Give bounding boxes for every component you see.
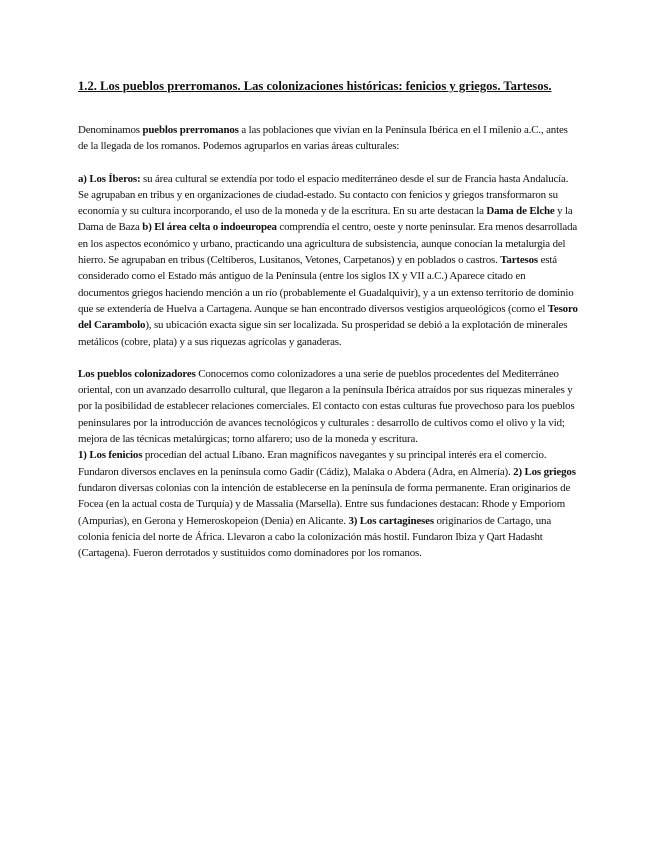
tartesos-term: Tartesos xyxy=(500,254,539,267)
paragraph-gap xyxy=(78,155,578,171)
griegos-heading: 2) Los griegos xyxy=(513,465,576,478)
intro-text-2: a las poblaciones que vivían en la Península Ibérica en el I milenio a.C., antes de la llegada de los romanos. Podemos agruparlos en varias áreas culturales: xyxy=(78,124,568,153)
intro-text-1: Denominamos xyxy=(78,124,143,136)
colonizer-peoples-paragraph xyxy=(78,447,578,561)
cultural-areas-paragraph xyxy=(78,171,578,350)
iberos-text: su área cultural se extendía por todo el espacio mediterráneo desde el sur de Francia hasta Andalucía. Se agrupaban en tribus y en organizaciones de ciudad-estado. Su contacto con fenicios y griegos transformaron su economía y su cultura incorporando, el uso de la moneda y de la escritura. En su arte destacan la xyxy=(78,172,569,218)
cartagineses-text: originarios de Cartago, una colonia fenicia del norte de África. Llevaron a cabo la colonización más hostil. Fundaron Ibiza y Qart Hadasht (Cartagena). Fueron derrotados y sustituidos como dominadores por los romanos. xyxy=(78,514,551,560)
celta-heading: b) El área celta o indoeuropea xyxy=(142,221,277,234)
intro-bold-term: pueblos prerromanos xyxy=(142,124,239,136)
celta-text: comprendía el centro, oeste y norte peninsular. Era menos desarrollada en los aspectos económico y urbano, practicando una agricultura de subsistencia, aunque conocían la metalurgia del hierro. Se agrupaban en tribus (Celtíberos, Lusitanos, Vetones, Carpetanos) y en poblados o castros. xyxy=(78,221,578,267)
paragraph-gap xyxy=(78,350,578,366)
cartagineses-heading: 3) Los cartagineses xyxy=(348,514,434,527)
tesoro-carambolo-term: Tesoro del Carambolo xyxy=(78,302,578,332)
fenicios-text: procedían del actual Líbano. Eran magníficos navegantes y su principal interés era el comercio. Fundaron diversos enclaves en la península como Gadir (Cádiz), Malaka o Abdera (Adra, en Almería). xyxy=(78,449,547,478)
colonizers-paragraph xyxy=(78,366,578,447)
iberos-heading: a) Los Íberos: xyxy=(78,172,141,185)
colonizers-heading: Los pueblos colonizadores xyxy=(78,367,196,380)
tartesos-text: está considerado como el Estado más antiguo de la Península (entre los siglos IX y VII a.C.) Aparece citado en documentos griegos haciendo mención a un río (probablemente el Guadalquivir), y a un extenso territorio de dominio que se extendería de Huelva a Cartagena. Aunque se han encontrado diversos vestigios arqueológicos (como el xyxy=(78,254,574,315)
fenicios-heading: 1) Los fenicios xyxy=(78,449,143,462)
document-title: 1.2. Los pueblos prerromanos. Las colonizaciones históricas: fenicios y griegos. Tartesos. xyxy=(78,79,552,93)
document-page xyxy=(78,78,578,561)
dama-de-baza-text: y la Dama de Baza xyxy=(78,205,573,234)
griegos-text: fundaron diversas colonias con la intención de establecerse en la península de forma permanente. Eran originarios de Focea (en la actual costa de Turquía) y de Massalia (Marsella). Entre sus fundaciones destacan: Rhode y Emporiom (Ampurias), en Gerona y Hemeroskopeion (Denia) en Alicante. xyxy=(78,481,571,527)
tartesos-text-end: ), su ubicación exacta sigue sin ser localizada. Su prosperidad se debió a la explotación de minerales metálicos (cobre, plata) y a sus riquezas agrícolas y ganaderas. xyxy=(78,319,568,348)
dama-de-elche-term: Dama de Elche xyxy=(486,205,555,218)
intro-paragraph xyxy=(78,122,578,155)
colonizers-text: Conocemos como colonizadores a una serie de pueblos procedentes del Mediterráneo oriental, con un avanzado desarrollo cultural, que llegaron a la península Ibérica atraídos por sus riquezas minerales y por la posibilidad de establecer relaciones comerciales. El contacto con estas culturas fue provechoso para los pueblos peninsulares por la introducción de avances tecnológicos y culturales : desarrollo de cultivos como el olivo y la vid; mejora de las técnicas metalúrgicas; torno alfarero; uso de la moneda y escritura. xyxy=(78,367,575,446)
